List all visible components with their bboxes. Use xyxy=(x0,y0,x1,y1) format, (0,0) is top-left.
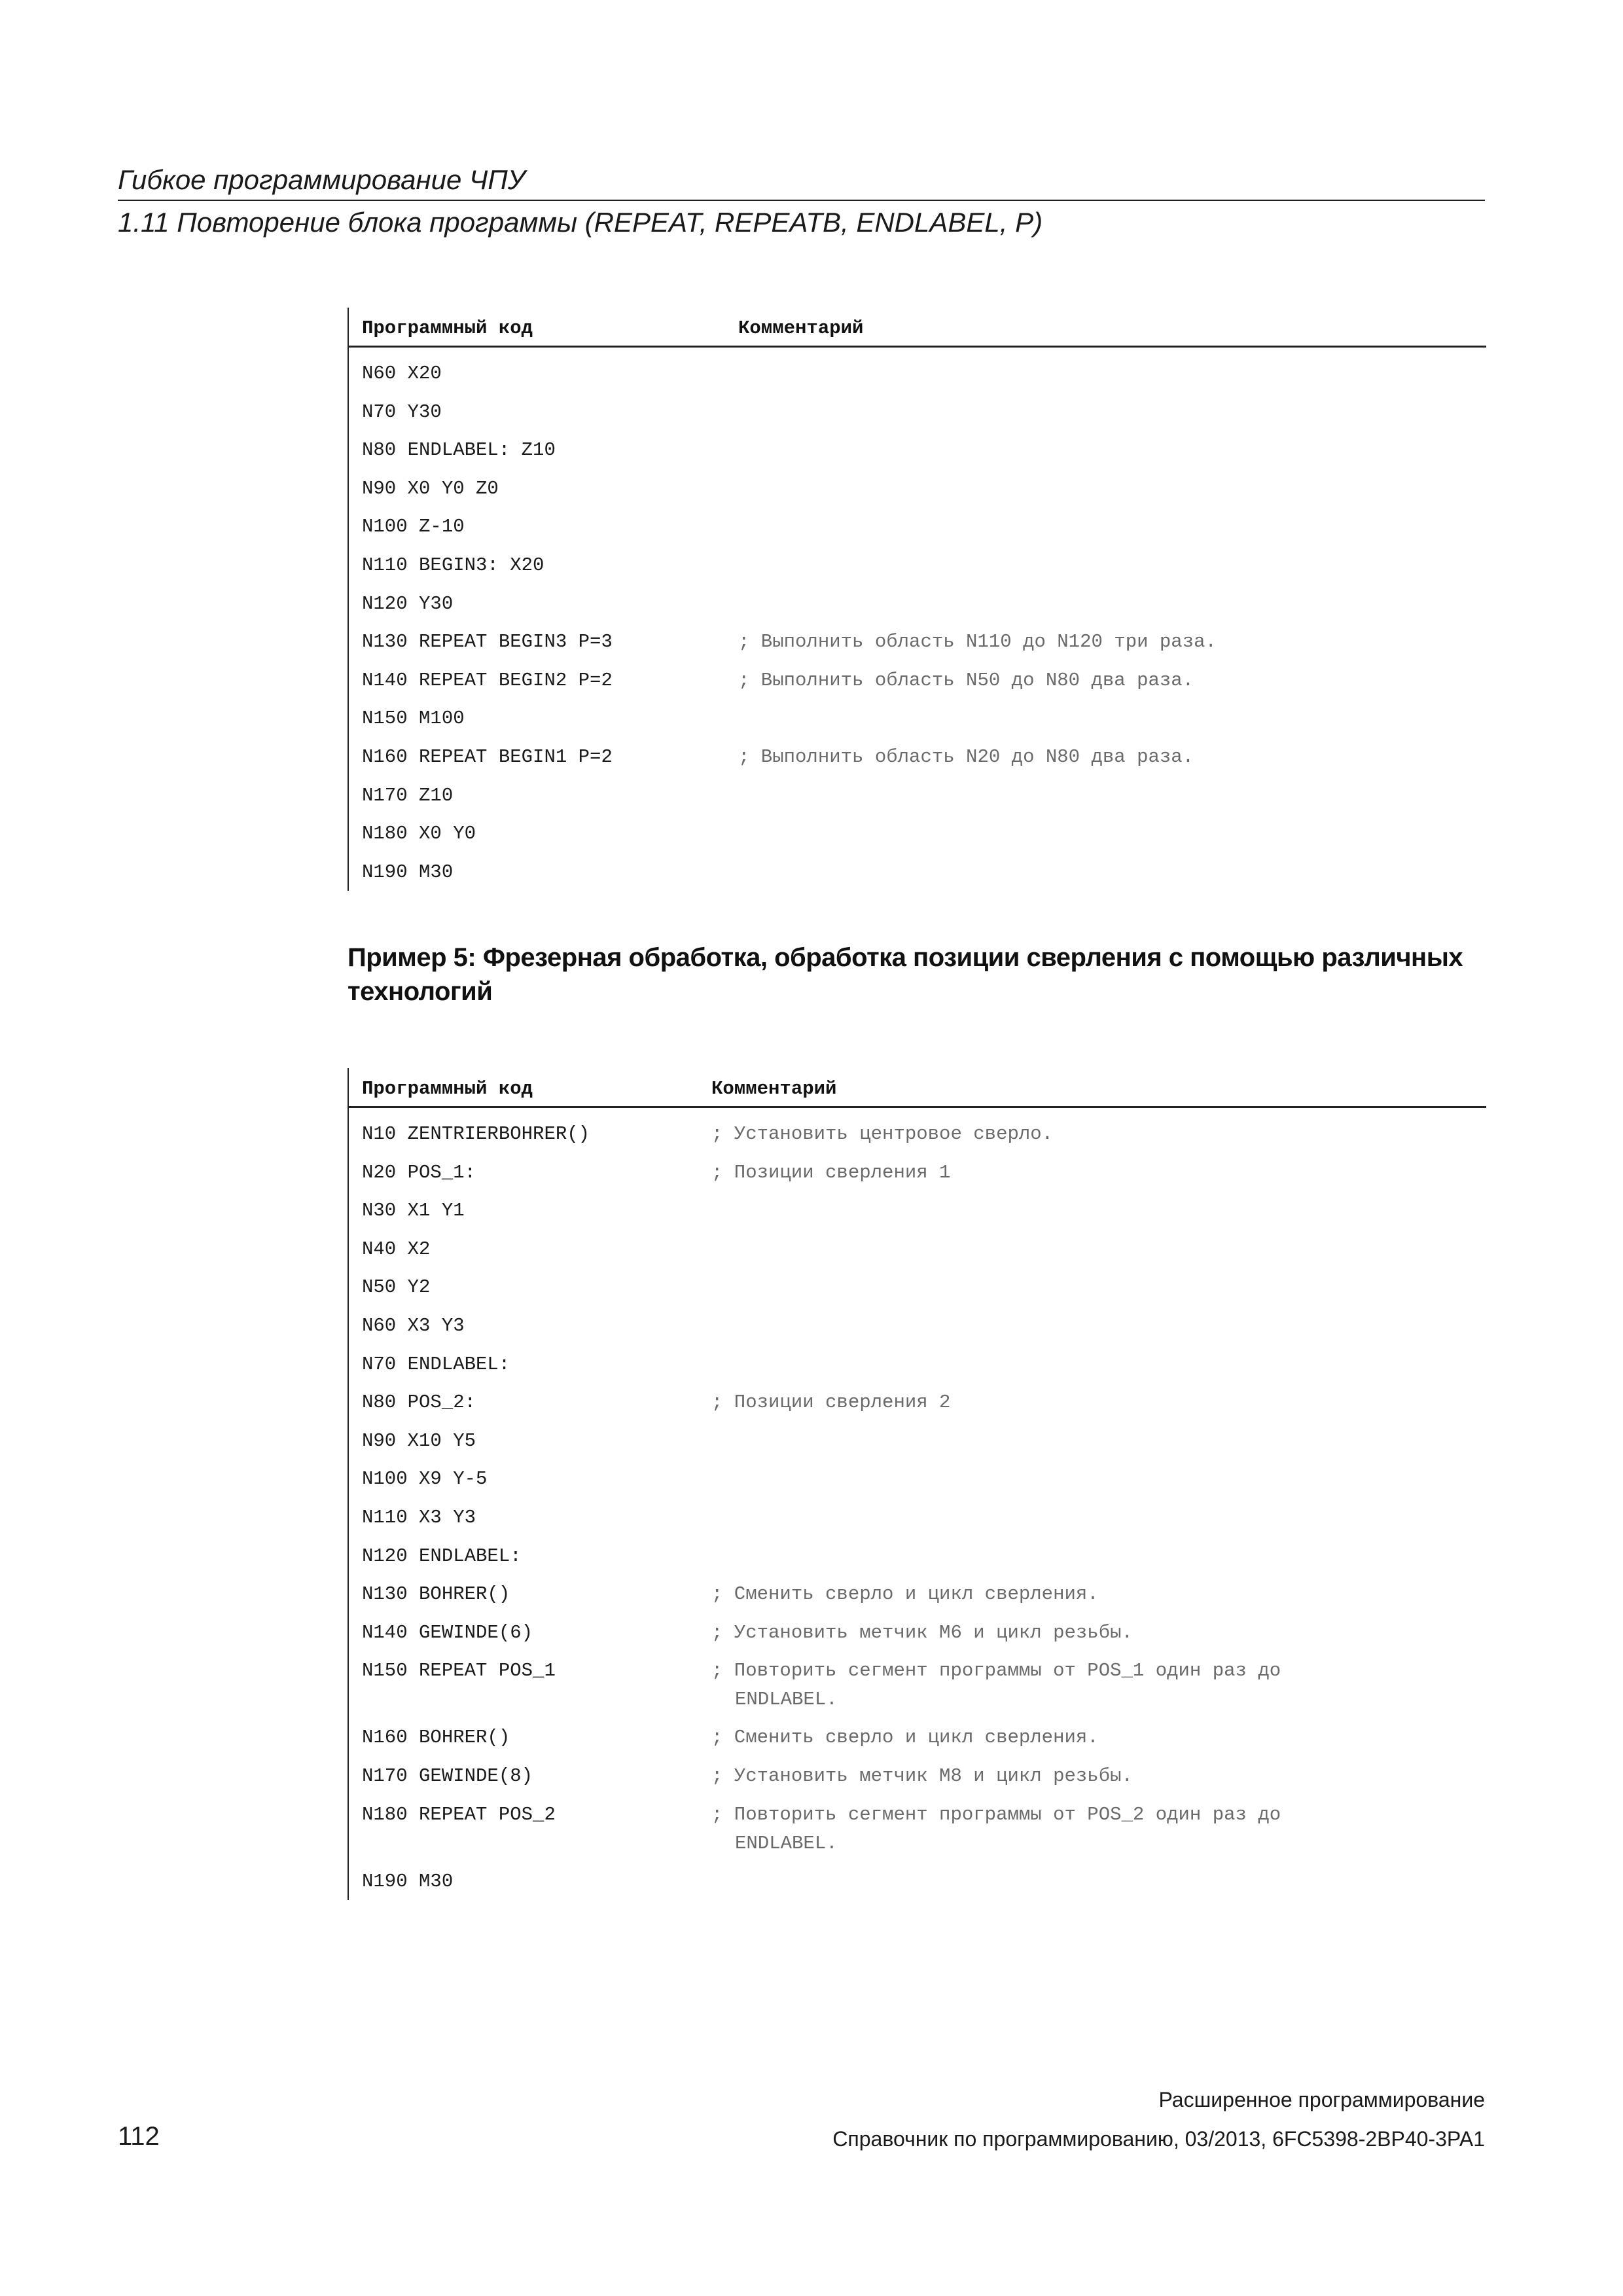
code-cell: N180 X0 Y0 xyxy=(362,823,476,845)
code-cell: N190 M30 xyxy=(362,1870,454,1892)
code-cell: N140 REPEAT BEGIN2 P=2 xyxy=(362,669,613,691)
code-cell: N20 POS_1: xyxy=(362,1161,476,1183)
comment-cell: ; Выполнить область N20 до N80 два раза. xyxy=(738,745,1194,768)
code-cell: N100 X9 Y-5 xyxy=(362,1468,488,1490)
table-row xyxy=(349,661,1486,700)
code-cell: N130 REPEAT BEGIN3 P=3 xyxy=(362,631,613,653)
comment-cell: ; Позиции сверления 1 xyxy=(711,1161,951,1183)
code-cell: N120 Y30 xyxy=(362,592,454,615)
code-cell: N30 X1 Y1 xyxy=(362,1200,465,1222)
table-row xyxy=(349,1115,1486,1153)
code-cell: N80 ENDLABEL: Z10 xyxy=(362,439,556,461)
table-row xyxy=(349,546,1486,584)
table-body xyxy=(349,1115,1486,1900)
column-header-comment: Комментарий xyxy=(711,1078,837,1100)
running-header-title: Гибкое программирование ЧПУ xyxy=(118,164,526,195)
comment-cell: ; Повторить сегмент программы от POS_2 один раз до ENDLABEL. xyxy=(711,1801,1471,1858)
code-cell: N110 BEGIN3: X20 xyxy=(362,554,544,576)
code-cell: N170 Z10 xyxy=(362,784,454,806)
code-cell: N160 BOHRER() xyxy=(362,1727,510,1749)
table-row xyxy=(349,507,1486,546)
code-cell: N60 X20 xyxy=(362,363,442,384)
code-table-2 xyxy=(348,1068,1486,1900)
table-row xyxy=(349,814,1486,853)
comment-cell: ; Установить метчик M6 и цикл резьбы. xyxy=(711,1621,1133,1643)
code-cell: N100 Z-10 xyxy=(362,516,465,538)
column-header-code: Программный код xyxy=(362,317,533,339)
table-row xyxy=(349,1613,1486,1652)
code-cell: N160 REPEAT BEGIN1 P=2 xyxy=(362,745,613,768)
comment-cell: ; Позиции сверления 2 xyxy=(711,1391,951,1414)
comment-cell: ; Выполнить область N50 до N80 два раза. xyxy=(738,669,1194,691)
column-header-comment: Комментарий xyxy=(738,317,864,339)
code-cell: N50 Y2 xyxy=(362,1276,431,1299)
table-row xyxy=(349,393,1486,431)
code-cell: N140 GEWINDE(6) xyxy=(362,1621,533,1643)
table-header xyxy=(349,308,1486,348)
table-row xyxy=(349,1537,1486,1575)
code-cell: N130 BOHRER() xyxy=(362,1583,510,1605)
example-5-heading: Пример 5: Фрезерная обработка, обработка позиции сверления с помощью различных технологий xyxy=(348,943,1463,1006)
comment-continuation: ENDLABEL. xyxy=(735,1689,838,1711)
code-cell: N150 REPEAT POS_1 xyxy=(362,1660,556,1682)
comment-cell: ; Сменить сверло и цикл сверления. xyxy=(711,1583,1099,1605)
table-row xyxy=(349,1345,1486,1384)
code-cell: N150 M100 xyxy=(362,708,465,730)
table-row xyxy=(349,1422,1486,1460)
table-row xyxy=(349,1498,1486,1537)
table-header xyxy=(349,1068,1486,1108)
code-cell: N110 X3 Y3 xyxy=(362,1506,476,1528)
comment-continuation: ENDLABEL. xyxy=(735,1832,838,1854)
comment-cell: ; Выполнить область N110 до N120 три раза. xyxy=(738,631,1217,653)
footer-book-title: Расширенное программирование xyxy=(1158,2088,1485,2111)
code-cell: N170 GEWINDE(8) xyxy=(362,1765,533,1787)
table-row xyxy=(349,699,1486,738)
code-cell: N180 REPEAT POS_2 xyxy=(362,1803,556,1825)
table-row xyxy=(349,1153,1486,1192)
comment-cell: ; Установить метчик M8 и цикл резьбы. xyxy=(711,1765,1133,1787)
table-row xyxy=(349,1575,1486,1613)
table-row xyxy=(349,1651,1486,1718)
table-row xyxy=(349,622,1486,661)
table-row xyxy=(349,1795,1486,1862)
page-number: 112 xyxy=(118,2122,160,2151)
code-cell: N120 ENDLABEL: xyxy=(362,1545,522,1567)
table-row xyxy=(349,1383,1486,1422)
footer-reference: Справочник по программированию, 03/2013, 6FC5398-2BP40-3PA1 xyxy=(832,2127,1485,2151)
code-cell: N70 Y30 xyxy=(362,401,442,423)
header-rule xyxy=(118,200,1485,201)
code-cell: N10 ZENTRIERBOHRER() xyxy=(362,1123,590,1145)
comment-cell: ; Сменить сверло и цикл сверления. xyxy=(711,1727,1099,1749)
table-row xyxy=(349,1718,1486,1757)
code-cell: N40 X2 xyxy=(362,1238,431,1260)
table-row xyxy=(349,1306,1486,1345)
table-body xyxy=(349,354,1486,891)
table-row xyxy=(349,1230,1486,1268)
column-header-code: Программный код xyxy=(362,1078,533,1100)
comment-cell: ; Установить центровое сверло. xyxy=(711,1123,1054,1145)
code-cell: N80 POS_2: xyxy=(362,1391,476,1414)
code-cell: N90 X10 Y5 xyxy=(362,1429,476,1452)
table-row xyxy=(349,1757,1486,1795)
table-row xyxy=(349,469,1486,508)
code-cell: N190 M30 xyxy=(362,861,454,883)
table-row xyxy=(349,1460,1486,1498)
running-header-subtitle: 1.11 Повторение блока программы (REPEAT, REPEATB, ENDLABEL, P) xyxy=(118,207,1043,238)
table-row xyxy=(349,1191,1486,1230)
table-row xyxy=(349,776,1486,815)
table-row xyxy=(349,1268,1486,1306)
table-row xyxy=(349,1862,1486,1901)
comment-cell: ; Повторить сегмент программы от POS_1 один раз до ENDLABEL. xyxy=(711,1657,1471,1714)
code-cell: N70 ENDLABEL: xyxy=(362,1353,510,1375)
code-cell: N90 X0 Y0 Z0 xyxy=(362,477,499,499)
code-cell: N60 X3 Y3 xyxy=(362,1314,465,1336)
table-row xyxy=(349,431,1486,469)
table-row xyxy=(349,354,1486,393)
table-row xyxy=(349,738,1486,776)
table-row xyxy=(349,584,1486,623)
code-table-1 xyxy=(348,308,1486,891)
table-row xyxy=(349,853,1486,891)
